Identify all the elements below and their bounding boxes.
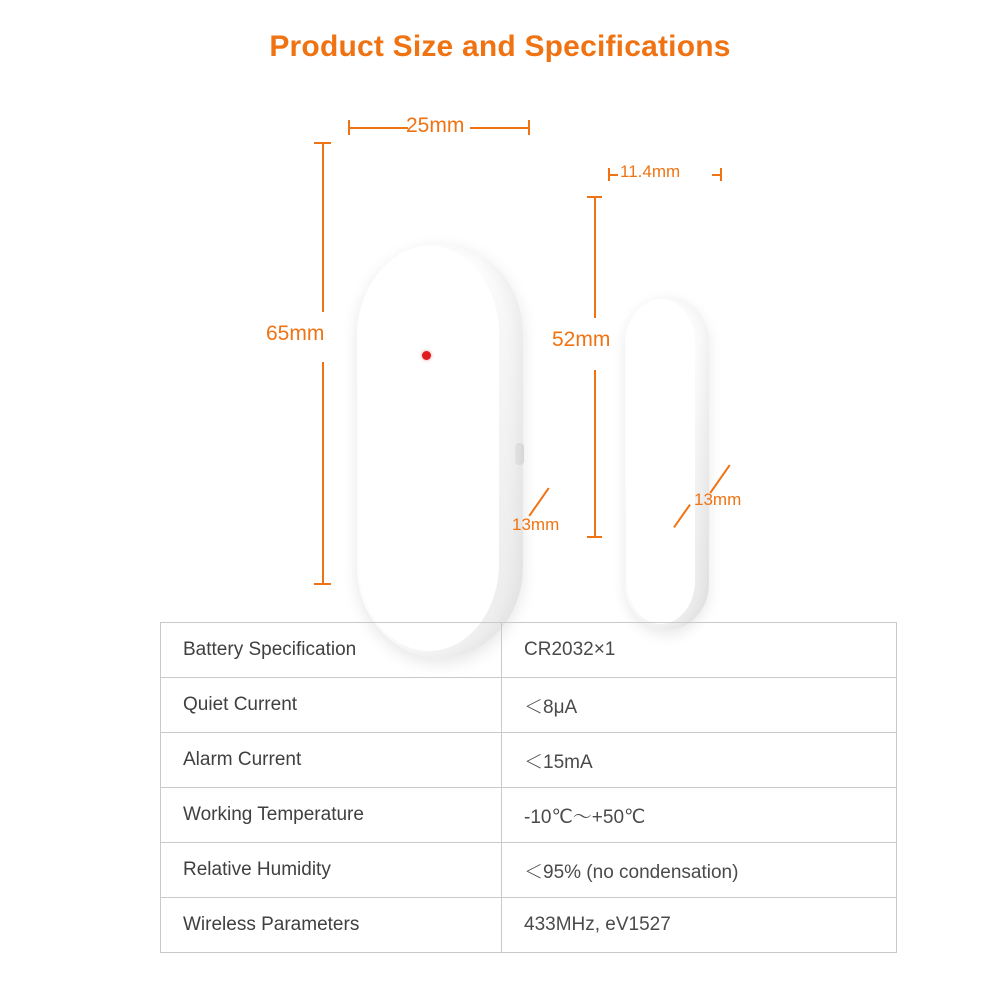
- led-indicator-icon: [422, 351, 431, 360]
- spec-value: ＜95% (no condensation): [502, 843, 897, 898]
- main-width-cap-left: [348, 120, 350, 135]
- main-body-front-face: [359, 246, 499, 651]
- main-height-cap-top: [314, 142, 331, 144]
- magnet-front-face: [627, 299, 695, 624]
- table-row: [161, 678, 897, 733]
- table-row: [161, 788, 897, 843]
- magnet-width-label: 11.4mm: [620, 162, 681, 181]
- main-height-line-top: [322, 142, 324, 312]
- magnet-width-cap-right: [720, 168, 722, 181]
- magnet-height-cap-bottom: [587, 536, 602, 538]
- magnet-width-cap-left: [608, 168, 610, 181]
- main-width-line-right: [470, 127, 530, 129]
- specifications-table: [160, 622, 897, 953]
- page-title: Product Size and Specifications: [269, 30, 731, 63]
- spec-name: Alarm Current: [161, 733, 502, 788]
- door-sensor-main-body: [357, 243, 523, 658]
- spec-value: ＜8μA: [502, 678, 897, 733]
- table-row: [161, 843, 897, 898]
- main-width-cap-right: [528, 120, 530, 135]
- main-width-label: 25mm: [406, 114, 465, 137]
- table-row: [161, 623, 897, 678]
- main-height-cap-bottom: [314, 583, 331, 585]
- main-height-line-bottom: [322, 362, 324, 585]
- magnet-height-cap-top: [587, 196, 602, 198]
- main-body-side-notch: [515, 443, 524, 465]
- magnet-height-line-bottom: [594, 370, 596, 538]
- door-sensor-magnet: [625, 296, 709, 630]
- spec-name: Quiet Current: [161, 678, 502, 733]
- spec-name: Relative Humidity: [161, 843, 502, 898]
- table-row: [161, 733, 897, 788]
- main-width-line-left: [348, 127, 408, 129]
- magnet-depth-label: 13mm: [694, 490, 742, 509]
- spec-value: CR2032×1: [502, 623, 897, 678]
- spec-name: Working Temperature: [161, 788, 502, 843]
- spec-value: -10℃～+50℃: [502, 788, 897, 843]
- magnet-height-label: 52mm: [552, 328, 611, 351]
- spec-value: ＜15mA: [502, 733, 897, 788]
- spec-name: Battery Specification: [161, 623, 502, 678]
- magnet-height-line-top: [594, 196, 596, 318]
- spec-value: 433MHz, eV1527: [502, 898, 897, 953]
- table-row: [161, 898, 897, 953]
- specifications-table-body: [161, 623, 897, 953]
- main-depth-label: 13mm: [512, 515, 560, 534]
- spec-name: Wireless Parameters: [161, 898, 502, 953]
- main-height-label: 65mm: [266, 322, 325, 345]
- product-dimension-diagram: [0, 100, 1000, 600]
- main-depth-leader: [528, 488, 549, 517]
